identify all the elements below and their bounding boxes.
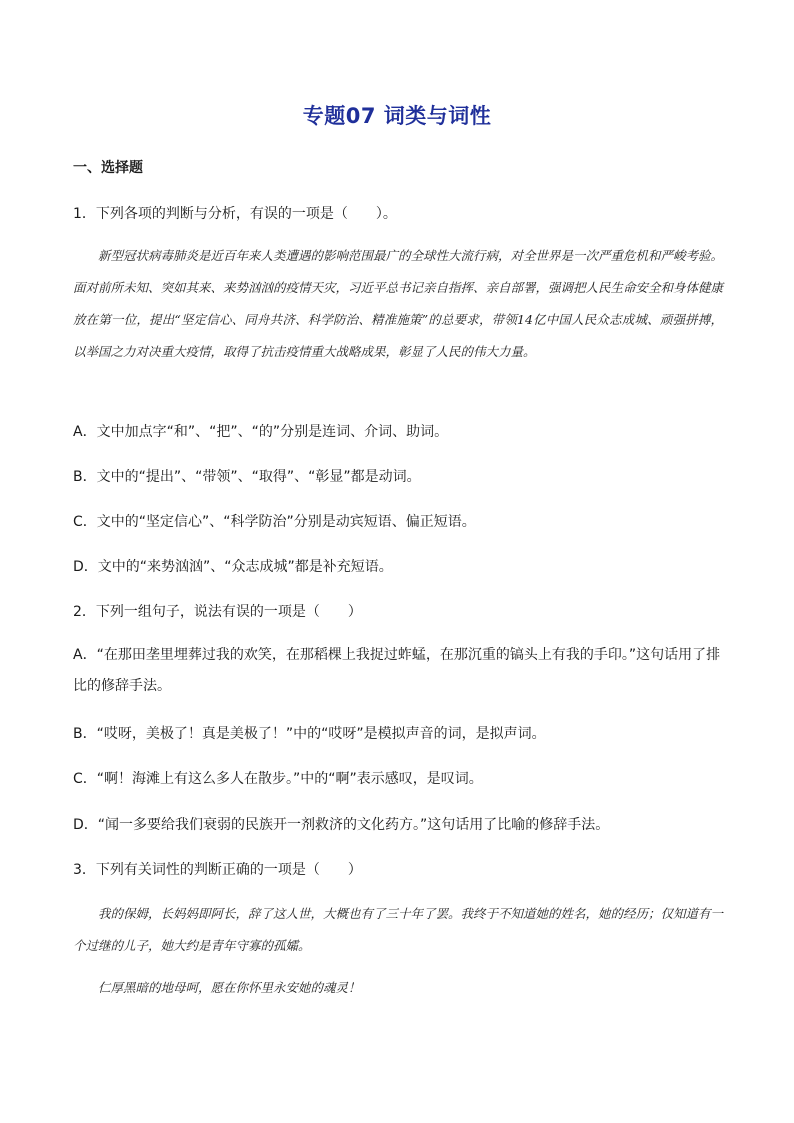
section-heading: 一、选择题	[73, 160, 143, 176]
question-2-option-c: C．“啊！海滩上有这么多人在散步。”中的“啊”表示感叹，是叹词。	[73, 771, 483, 787]
question-2-option-d: D．“闻一多要给我们衰弱的民族开一剂救济的文化药方。”这句话用了比喻的修辞手法。	[73, 817, 610, 833]
document-title: 专题07 词类与词性	[302, 104, 492, 128]
question-1-passage	[73, 240, 723, 368]
question-1-passage-text: 新型冠状病毒肺炎是近百年来人类遭遇的影响范围最广的全球性大流行病，对全世界是一次严重危机和严峻考验。面对前所未知、突如其来、来势汹汹的疫情天灾，习近平总书记亲自指挥、亲自部署，强调把人民生命安全和身体健康放在第一位，提出“坚定信心、同舟共济、科学防治、精准施策”的总要求，带领14亿中国人民众志成城、顽强拼搏，以举国之力对决重大疫情，取得了抗击疫情重大战略成果，彰显了人民的伟大力量。	[73, 248, 724, 359]
question-2-stem: 2．下列一组句子，说法有误的一项是（ ）	[73, 604, 362, 620]
question-3-passage-paragraph-2: 仁厚黑暗的地母呵，愿在你怀里永安她的魂灵！	[98, 980, 361, 995]
question-2-option-b: B．“哎呀，美极了！真是美极了！”中的“哎呀”是模拟声音的词，是拟声词。	[73, 726, 546, 742]
question-3-passage	[73, 898, 723, 1004]
question-1-option-d: D．文中的“来势汹汹”、“众志成城”都是补充短语。	[73, 559, 393, 575]
question-3-passage-paragraph-1: 我的保姆，长妈妈即阿长，辞了这人世，大概也有了三十年了罢。我终于不知道她的姓名，她的经历；仅知道有一个过继的儿子，她大约是青年守寡的孤孀。	[73, 906, 724, 953]
question-3-stem: 3．下列有关词性的判断正确的一项是（ ）	[73, 862, 362, 878]
question-1-option-c: C．文中的“坚定信心”、“科学防治”分别是动宾短语、偏正短语。	[73, 514, 476, 530]
question-1-option-b: B．文中的“提出”、“带领”、“取得”、“彰显”都是动词。	[73, 469, 421, 485]
question-1-option-a: A．文中加点字“和”、“把”、“的”分别是连词、介词、助词。	[73, 424, 449, 440]
question-2-option-a: A．“在那田垄里埋葬过我的欢笑，在那稻棵上我捉过蚱蜢，在那沉重的镐头上有我的手印。”这句话用了排比的修辞手法。	[73, 647, 721, 694]
question-1-stem: 1．下列各项的判断与分析，有误的一项是（ ）。	[73, 206, 397, 222]
